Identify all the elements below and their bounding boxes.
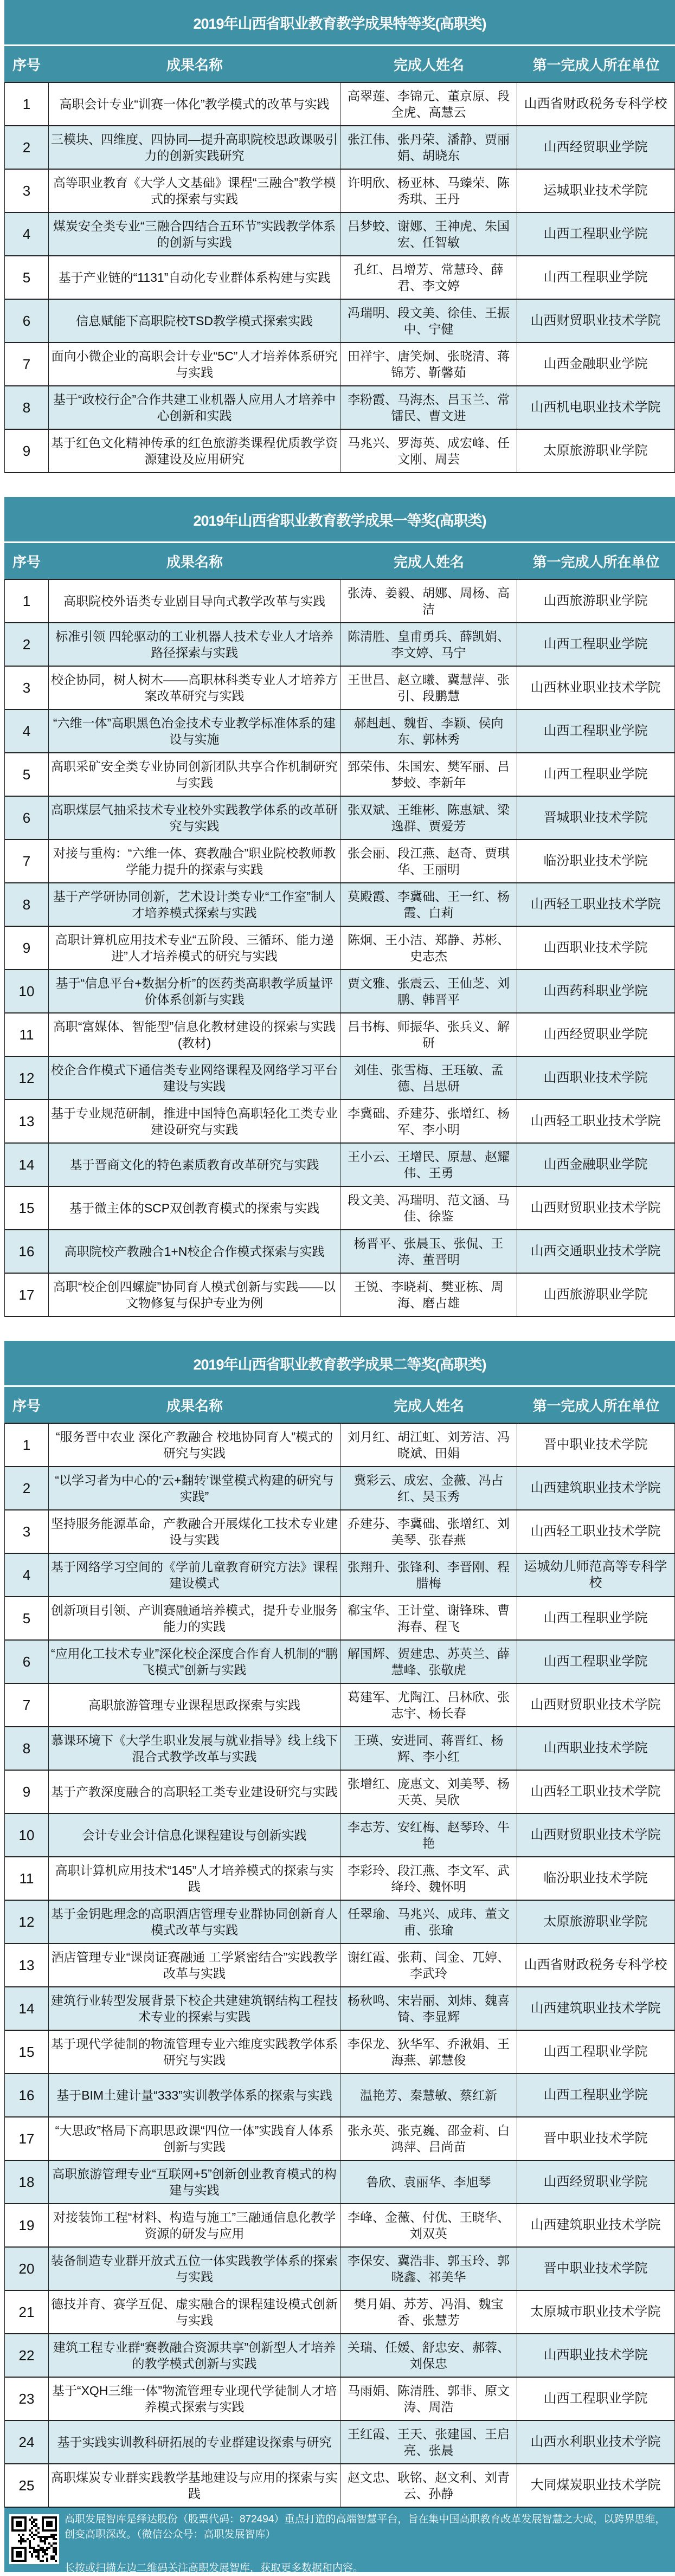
award-table: [4, 1341, 675, 2508]
first-contributor-unit: 山西职业技术学院: [543, 1741, 648, 1755]
contributors: 王小云、王增民、原慧、赵耀伟、王勇: [340, 1144, 517, 1186]
row-number: 8: [5, 386, 49, 429]
row-number: 17: [5, 1274, 49, 1316]
contributors: 段文美、冯瑞明、范文涵、马佳、徐鉴: [340, 1187, 517, 1229]
first-contributor-unit: 山西建筑职业技术学院: [530, 2001, 661, 2016]
row-number: 9: [5, 430, 49, 472]
header-index: 序号: [12, 1397, 41, 1414]
award-table-title: 2019年山西省职业教育教学成果特等奖(高职类): [4, 0, 675, 44]
first-contributor-unit: 晋中职业技术学院: [543, 2131, 648, 2146]
table-row: [4, 970, 675, 1013]
row-number: 24: [5, 2421, 49, 2463]
contributors: 解国辉、贺建忠、苏英兰、薛慧峰、张敬虎: [340, 1641, 517, 1683]
row-number: 13: [5, 1944, 49, 1986]
row-number: 21: [5, 2291, 49, 2333]
contributors: 樊月娟、苏芳、冯涓、魏宝香、张慧芳: [340, 2291, 517, 2333]
row-number: 2: [5, 623, 49, 666]
row-number: 16: [5, 2074, 49, 2116]
achievement-name: 高职“富媒体、智能型”信息化教材建设的探索与实践(教材): [49, 1013, 340, 1056]
contributors: 孔红、吕增芳、常慧玲、薛君、李文婷: [340, 256, 517, 299]
table-row: [4, 1230, 675, 1274]
header-contributors: 完成人姓名: [393, 56, 464, 73]
contributors: 吕梦蛟、谢娜、王神虎、朱国宏、任智敏: [340, 213, 517, 255]
first-contributor-unit: 山西财贸职业技术学院: [530, 1200, 661, 1215]
table-row: [4, 1597, 675, 1641]
row-number: 5: [5, 753, 49, 796]
table-row: [4, 1641, 675, 1684]
achievement-name: 高职会计专业“训赛一体化”教学模式的改革与实践: [49, 83, 340, 125]
first-contributor-unit: 山西职业技术学院: [543, 1070, 648, 1085]
contributors: 冯瑞明、段文美、徐佳、王振中、宁健: [340, 300, 517, 342]
achievement-name: 慕课环境下《大学生职业发展与就业指导》线上线下混合式教学改革与实践: [49, 1727, 340, 1770]
contributors: 杨秋鸣、宋岩丽、刘炜、魏喜锜、李显辉: [340, 1987, 517, 2030]
table-row: [4, 2204, 675, 2248]
first-contributor-unit: 山西旅游职业学院: [543, 593, 648, 608]
table-row: [4, 300, 675, 343]
contributors: 田祥宇、唐笑炯、张晓清、蒋锦芳、靳馨茹: [340, 343, 517, 385]
row-number: 20: [5, 2248, 49, 2290]
achievement-name: 基于产业链的“1131”自动化专业群体系构建与实践: [49, 256, 340, 299]
achievement-name: 基于网络学习空间的《学前儿童教育研究方法》课程建设模式: [49, 1554, 340, 1596]
table-row: [4, 883, 675, 927]
table-row: [4, 1424, 675, 1467]
row-number: 7: [5, 840, 49, 882]
first-contributor-unit: 临汾职业技术学院: [543, 1871, 648, 1886]
row-number: 13: [5, 1100, 49, 1142]
table-row: [4, 2378, 675, 2421]
achievement-name: 创新项目引领、产训赛融通培养模式，提升专业服务能力的实践: [49, 1597, 340, 1639]
table-row: [4, 2031, 675, 2074]
achievement-name: 建筑工程专业群“赛教融合资源共享”创新型人才培养的教学模式创新与实践: [49, 2334, 340, 2377]
first-contributor-unit: 太原旅游职业学院: [543, 443, 648, 458]
contributors: 张永英、张克巍、邵金莉、白鸿萍、吕尚苗: [340, 2117, 517, 2160]
row-number: 25: [5, 2464, 49, 2507]
first-contributor-unit: 山西林业职业技术学院: [530, 680, 661, 695]
contributors: 张增红、庞惠文、刘美琴、杨天英、吴欣: [340, 1771, 517, 1813]
row-number: 14: [5, 1144, 49, 1186]
table-header: [4, 543, 675, 580]
table-row: [4, 386, 675, 430]
achievement-name: “服务晋中农业 深化产教融合 校地协同育人”模式的研究与实践: [49, 1424, 340, 1466]
table-row: [4, 927, 675, 970]
contributors: 李峰、金薇、付优、王晓华、刘双英: [340, 2204, 517, 2246]
contributors: 李冀础、乔建芬、张增红、杨军、李小明: [340, 1100, 517, 1142]
table-row: [4, 667, 675, 710]
contributors: 温艳芳、秦慧敏、蔡红新: [340, 2074, 517, 2116]
header-unit: 第一完成人所在单位: [532, 1397, 660, 1414]
achievement-name: 高职“校企创四螺旋”协同育人模式创新与实践——以文物修复与保护专业为例: [49, 1274, 340, 1316]
contributors: 葛建军、尤陶江、吕林欣、张志宇、杨长春: [340, 1684, 517, 1726]
contributors: 冀彩云、成宏、金薇、冯占红、吴玉秀: [340, 1467, 517, 1509]
table-row: [4, 2117, 675, 2161]
row-number: 5: [5, 1597, 49, 1639]
contributors: 马雨娟、陈清胜、郭菲、原文涛、周浩: [340, 2378, 517, 2420]
achievement-name: 建筑行业转型发展背景下校企共建建筑钢结构工程技术专业的探索与实践: [49, 1987, 340, 2030]
contributors: 王世昌、赵立曦、冀慧萍、张引、段鹏慧: [340, 667, 517, 709]
contributors: 鲁欣、袁丽华、李旭琴: [340, 2161, 517, 2203]
table-row: [4, 2248, 675, 2291]
first-contributor-unit: 山西工程职业学院: [543, 270, 648, 285]
contributors: 郝赳赳、魏哲、李颖、侯向东、郭林秀: [340, 710, 517, 752]
table-row: [4, 2421, 675, 2464]
first-contributor-unit: 运城职业技术学院: [543, 183, 648, 198]
first-contributor-unit: 山西财贸职业技术学院: [530, 1828, 661, 1842]
achievement-name: 基于专业规范研制，推进中国特色高职轻化工类专业建设研究与实践: [49, 1100, 340, 1142]
row-number: 4: [5, 213, 49, 255]
table-row: [4, 1987, 675, 2031]
table-row: [4, 1684, 675, 1727]
contributors: 王锐、李晓莉、樊亚栋、周海、磨占雄: [340, 1274, 517, 1316]
first-contributor-unit: 山西金融职业学院: [543, 357, 648, 371]
contributors: 王红霞、王天、张建国、王启亮、张晨: [340, 2421, 517, 2463]
table-row: [4, 710, 675, 753]
award-table-title: 2019年山西省职业教育教学成果二等奖(高职类): [4, 1341, 675, 1385]
award-tables: [4, 0, 675, 2508]
contributors: 赵文忠、耿铭、赵文利、刘青云、孙静: [340, 2464, 517, 2507]
first-contributor-unit: 晋中职业技术学院: [543, 1437, 648, 1452]
contributors: 李保安、冀浩非、郭玉玲、郭晓鑫、祁美华: [340, 2248, 517, 2290]
table-row: [4, 213, 675, 256]
contributors: 王瑛、安进同、蒋晋红、杨辉、李小红: [340, 1727, 517, 1770]
contributors: 李彩玲、段江燕、李文军、武绛玲、魏怀明: [340, 1857, 517, 1900]
table-row: [4, 430, 675, 473]
contributors: 杨晋平、张晨玉、张侃、王涛、董晋明: [340, 1230, 517, 1273]
contributors: 贾文雅、张震云、王仙芝、刘鹏、韩晋平: [340, 970, 517, 1012]
contributors: 陈炯、王小洁、郑静、苏彬、史志杰: [340, 927, 517, 969]
achievement-name: 基于产教深度融合的高职轻工类专业建设研究与实践: [49, 1771, 340, 1813]
table-row: [4, 797, 675, 840]
achievement-name: “应用化工技术专业”深化校企深度合作育人机制的“鹏飞模式”创新与实践: [49, 1641, 340, 1683]
achievement-name: 高职计算机应用技术“145”人才培养模式的探索与实践: [49, 1857, 340, 1900]
achievement-name: “大思政”格局下高职思政课“四位一体”实践育人体系创新与实践: [49, 2117, 340, 2160]
achievement-name: 高职采矿安全类专业协同创新团队共享合作机制研究与实践: [49, 753, 340, 796]
row-number: 18: [5, 2161, 49, 2203]
row-number: 15: [5, 1187, 49, 1229]
qr-code-icon: [9, 2514, 59, 2564]
header-index: 序号: [12, 553, 41, 570]
contributors: 刘佳、张雪梅、王珏敏、孟德、吕思研: [340, 1057, 517, 1099]
achievement-name: 基于金钥匙理念的高职酒店管理专业群协同创新育人模式改革与实践: [49, 1901, 340, 1943]
table-row: [4, 1901, 675, 1944]
header-index: 序号: [12, 56, 41, 73]
achievement-name: 高职煤炭专业群实践教学基地建设与应用的探索与实践: [49, 2464, 340, 2507]
header-achievement-name: 成果名称: [166, 56, 223, 73]
table-row: [4, 83, 675, 126]
row-number: 8: [5, 1727, 49, 1770]
achievement-name: “六维一体”高职黑色冶金技术专业教学标准体系的建设与实施: [49, 710, 340, 752]
first-contributor-unit: 山西工程职业学院: [543, 2391, 648, 2406]
row-number: 14: [5, 1987, 49, 2030]
achievement-name: 高职旅游管理专业课程思政探索与实践: [49, 1684, 340, 1726]
row-number: 12: [5, 1901, 49, 1943]
contributors: 乔建芬、李冀础、张增红、刘美琴、张春燕: [340, 1510, 517, 1553]
achievement-name: 校企协同，树人树木——高职林科类专业人才培养方案改革研究与实践: [49, 667, 340, 709]
first-contributor-unit: 山西建筑职业技术学院: [530, 1481, 661, 1495]
award-table-title: 2019年山西省职业教育教学成果一等奖(高职类): [4, 497, 675, 541]
row-number: 6: [5, 797, 49, 839]
achievement-name: 对接与重构：“六维一体、赛教融合”职业院校教师教学能力提升的探索与实践: [49, 840, 340, 882]
first-contributor-unit: 山西轻工职业技术学院: [530, 1114, 661, 1128]
first-contributor-unit: 山西轻工职业技术学院: [530, 897, 661, 912]
contributors: 莫殿霞、李冀础、王一红、杨霞、白莉: [340, 883, 517, 926]
row-number: 19: [5, 2204, 49, 2246]
table-header: [4, 46, 675, 83]
achievement-name: 坚持服务能源革命，产教融合开展煤化工技术专业建设与实践: [49, 1510, 340, 1553]
header-contributors: 完成人姓名: [393, 553, 464, 570]
row-number: 3: [5, 170, 49, 212]
achievement-name: 高职院校外语类专业剧目导向式教学改革与实践: [49, 580, 340, 622]
first-contributor-unit: 山西工程职业学院: [543, 227, 648, 241]
first-contributor-unit: 山西金融职业学院: [543, 1157, 648, 1172]
table-row: [4, 840, 675, 883]
contributors: 谢红霞、张莉、闫金、兀婷、李武玲: [340, 1944, 517, 1986]
first-contributor-unit: 山西旅游职业学院: [543, 1287, 648, 1302]
header-achievement-name: 成果名称: [166, 1397, 223, 1414]
first-contributor-unit: 山西职业技术学院: [543, 2348, 648, 2362]
contributors: 刘月红、胡江虹、刘芳洁、冯晓斌、田娟: [340, 1424, 517, 1466]
row-number: 9: [5, 927, 49, 969]
first-contributor-unit: 运城幼儿师范高等专科学校: [524, 1559, 667, 1590]
row-number: 4: [5, 710, 49, 752]
achievement-name: 标准引领 四轮驱动的工业机器人技术专业人才培养路径探索与实践: [49, 623, 340, 666]
row-number: 1: [5, 83, 49, 125]
first-contributor-unit: 山西轻工职业技术学院: [530, 1784, 661, 1799]
row-number: 9: [5, 1771, 49, 1813]
first-contributor-unit: 山西经贸职业学院: [543, 2174, 648, 2189]
first-contributor-unit: 山西工程职业学院: [543, 1611, 648, 1625]
row-number: 6: [5, 1641, 49, 1683]
achievement-name: 校企合作模式下通信类专业网络课程及网络学习平台建设与实践: [49, 1057, 340, 1099]
achievement-name: 基于现代学徒制的物流管理专业六维度实践教学体系研究与实践: [49, 2031, 340, 2073]
row-number: 10: [5, 970, 49, 1012]
table-row: [4, 580, 675, 623]
first-contributor-unit: 山西水利职业技术学院: [530, 2435, 661, 2449]
achievement-name: 德技并育、赛学互促、虚实融合的课程建设模式创新与实践: [49, 2291, 340, 2333]
contributors: 任翠瑜、马兆兴、成玮、董文甫、张瑜: [340, 1901, 517, 1943]
header-unit: 第一完成人所在单位: [532, 56, 660, 73]
table-row: [4, 1814, 675, 1857]
table-row: [4, 1554, 675, 1597]
footer-banner: [4, 2508, 675, 2572]
contributors: 郗宝华、王计堂、谢锋珠、曹海春、程飞: [340, 1597, 517, 1639]
contributors: 马兆兴、罗海英、成宏峰、任文刚、周芸: [340, 430, 517, 472]
row-number: 5: [5, 256, 49, 299]
achievement-name: 高职计算机应用技术专业“五阶段、三循环、能力递进”人才培养模式的研究与实践: [49, 927, 340, 969]
first-contributor-unit: 山西财贸职业技术学院: [530, 313, 661, 328]
footer-cta: 长按或扫描左边二维码关注高职发展智库，获取更多数据和内容。: [65, 2562, 364, 2574]
first-contributor-unit: 山西经贸职业学院: [543, 140, 648, 154]
row-number: 17: [5, 2117, 49, 2160]
row-number: 10: [5, 1814, 49, 1856]
achievement-name: 基于微主体的SCP双创教育模式的探索与实践: [49, 1187, 340, 1229]
achievement-name: 高职院校产教融合1+N校企合作模式探索与实践: [49, 1230, 340, 1273]
award-table: [4, 0, 675, 473]
table-row: [4, 753, 675, 797]
table-row: [4, 256, 675, 300]
first-contributor-unit: 山西工程职业学院: [543, 2088, 648, 2102]
first-contributor-unit: 山西财贸职业技术学院: [530, 1697, 661, 1712]
achievement-name: 基于“XQH三维一体”物流管理专业现代学徒制人才培养模式探索与实践: [49, 2378, 340, 2420]
table-header: [4, 1387, 675, 1424]
achievement-name: 装备制造专业群开放式五位一体实践教学体系的探索与实践: [49, 2248, 340, 2290]
row-number: 23: [5, 2378, 49, 2420]
table-row: [4, 2334, 675, 2378]
contributors: 李志芳、安红梅、赵琴玲、牛艳: [340, 1814, 517, 1856]
header-contributors: 完成人姓名: [393, 1397, 464, 1414]
row-number: 8: [5, 883, 49, 926]
table-row: [4, 1727, 675, 1771]
first-contributor-unit: 山西药科职业学院: [543, 984, 648, 998]
achievement-name: 基于晋商文化的特色素质教育改革研究与实践: [49, 1144, 340, 1186]
row-number: 11: [5, 1013, 49, 1056]
first-contributor-unit: 山西工程职业学院: [543, 767, 648, 782]
table-row: [4, 170, 675, 213]
table-row: [4, 2464, 675, 2508]
row-number: 11: [5, 1857, 49, 1900]
row-number: 7: [5, 343, 49, 385]
table-row: [4, 2074, 675, 2117]
row-number: 3: [5, 1510, 49, 1553]
first-contributor-unit: 山西工程职业学院: [543, 2044, 648, 2059]
first-contributor-unit: 山西工程职业学院: [543, 1654, 648, 1669]
achievement-name: 三模块、四维度、四协同—提升高职院校思政课吸引力的创新实践研究: [49, 126, 340, 169]
contributors: 李粉霞、马海杰、吕玉兰、常镭民、曹文进: [340, 386, 517, 429]
first-contributor-unit: 山西省财政税务专科学校: [524, 96, 667, 111]
table-row: [4, 1013, 675, 1057]
table-row: [4, 343, 675, 386]
row-number: 15: [5, 2031, 49, 2073]
table-row: [4, 1510, 675, 1554]
row-number: 22: [5, 2334, 49, 2377]
row-number: 12: [5, 1057, 49, 1099]
contributors: 李保龙、狄华军、乔湫娟、王海燕、郭慧俊: [340, 2031, 517, 2073]
table-row: [4, 2161, 675, 2204]
first-contributor-unit: 山西建筑职业技术学院: [530, 2218, 661, 2232]
achievement-name: 基于红色文化精神传承的红色旅游类课程优质教学资源建设及应用研究: [49, 430, 340, 472]
contributors: 陈清胜、皇甫勇兵、薛凯娟、李文婷、马宁: [340, 623, 517, 666]
footer-description: 高职发展智库是绎达股份（股票代码：872494）重点打造的高端智慧平台，旨在集中国高职教育改革发展智慧之大成，以跨界思维，创变高职深改。（微信公众号：高职发展智库）: [65, 2514, 666, 2540]
first-contributor-unit: 太原城市职业技术学院: [530, 2304, 661, 2319]
table-row: [4, 1467, 675, 1510]
contributors: 张翔升、张锋利、李晋刚、程腊梅: [340, 1554, 517, 1596]
table-row: [4, 1771, 675, 1814]
contributors: 张会丽、段江燕、赵奇、贾琪华、王丽明: [340, 840, 517, 882]
contributors: 张江伟、张丹荣、潘静、贾丽娟、胡晓东: [340, 126, 517, 169]
table-row: [4, 1274, 675, 1317]
contributors: 张双斌、王维彬、陈惠斌、梁逸群、贾爱芳: [340, 797, 517, 839]
table-row: [4, 1187, 675, 1230]
table-row: [4, 1057, 675, 1100]
row-number: 3: [5, 667, 49, 709]
table-row: [4, 623, 675, 667]
first-contributor-unit: 山西轻工职业技术学院: [530, 1524, 661, 1539]
contributors: 许明欣、杨亚林、马臻荣、陈秀琪、王丹: [340, 170, 517, 212]
row-number: 2: [5, 1467, 49, 1509]
contributors: 张涛、姜毅、胡娜、周杨、高洁: [340, 580, 517, 622]
first-contributor-unit: 山西工程职业学院: [543, 724, 648, 738]
achievement-name: 酒店管理专业“课岗证赛融通 工学紧密结合”实践教学改革与实践: [49, 1944, 340, 1986]
achievement-name: 基于“政校行企”合作共建工业机器人应用人才培养中心创新和实践: [49, 386, 340, 429]
achievement-name: 基于BIM土建计量“333”实训教学体系的探索与实践: [49, 2074, 340, 2116]
first-contributor-unit: 山西交通职业技术学院: [530, 1244, 661, 1258]
achievement-name: 高等职业教育《大学人文基础》课程“三融合”教学模式的探索与实践: [49, 170, 340, 212]
first-contributor-unit: 山西经贸职业学院: [543, 1027, 648, 1042]
row-number: 7: [5, 1684, 49, 1726]
achievement-name: 基于“信息平台+数据分析”的医药类高职教学质量评价体系创新与实践: [49, 970, 340, 1012]
contributors: 关瑞、任媛、舒忠安、郝蓉、刘保忠: [340, 2334, 517, 2377]
achievement-name: 会计专业会计信息化课程建设与创新实践: [49, 1814, 340, 1856]
achievement-name: 信息赋能下高职院校TSD教学模式探索实践: [49, 300, 340, 342]
row-number: 16: [5, 1230, 49, 1273]
achievement-name: 对接装饰工程“材料、构造与施工”三融通信息化教学资源的研发与应用: [49, 2204, 340, 2246]
first-contributor-unit: 临汾职业技术学院: [543, 854, 648, 868]
row-number: 1: [5, 580, 49, 622]
award-table: [4, 497, 675, 1317]
first-contributor-unit: 山西工程职业学院: [543, 637, 648, 651]
table-row: [4, 1144, 675, 1187]
first-contributor-unit: 大同煤炭职业技术学院: [530, 2478, 661, 2493]
table-row: [4, 126, 675, 170]
row-number: 2: [5, 126, 49, 169]
table-row: [4, 2291, 675, 2334]
header-achievement-name: 成果名称: [166, 553, 223, 570]
achievement-name: 面向小微企业的高职会计专业“5C”人才培养体系研究与实践: [49, 343, 340, 385]
achievement-name: 基于产学研协同创新，艺术设计类专业“工作室”制人才培养模式探索与实践: [49, 883, 340, 926]
row-number: 1: [5, 1424, 49, 1466]
header-unit: 第一完成人所在单位: [532, 553, 660, 570]
achievement-name: 高职旅游管理专业“互联网+5”创新创业教育模式的构建与实践: [49, 2161, 340, 2203]
first-contributor-unit: 太原旅游职业学院: [543, 1914, 648, 1929]
table-row: [4, 1857, 675, 1901]
table-row: [4, 1100, 675, 1144]
achievement-name: “以学习者为中心的‘云+翻转’课堂模式构建的研究与实践”: [49, 1467, 340, 1509]
achievement-name: 煤炭安全类专业“三融合四结合五环节”实践教学体系的创新与实践: [49, 213, 340, 255]
first-contributor-unit: 晋中职业技术学院: [543, 2261, 648, 2276]
table-row: [4, 1944, 675, 1987]
first-contributor-unit: 山西职业技术学院: [543, 940, 648, 955]
contributors: 高翠莲、李锦元、董京原、段全虎、高慧云: [340, 83, 517, 125]
contributors: 郅荣伟、朱国宏、樊军丽、吕梦蛟、李新年: [340, 753, 517, 796]
achievement-name: 高职煤层气抽采技术专业校外实践教学体系的改革研究与实践: [49, 797, 340, 839]
achievement-name: 基于实践实训教科研拓展的专业群建设探索与研究: [49, 2421, 340, 2463]
first-contributor-unit: 山西机电职业技术学院: [530, 400, 661, 415]
first-contributor-unit: 山西省财政税务专科学校: [524, 1958, 667, 1972]
row-number: 4: [5, 1554, 49, 1596]
first-contributor-unit: 晋城职业技术学院: [543, 810, 648, 825]
row-number: 6: [5, 300, 49, 342]
contributors: 吕书梅、师振华、张兵义、解研: [340, 1013, 517, 1056]
